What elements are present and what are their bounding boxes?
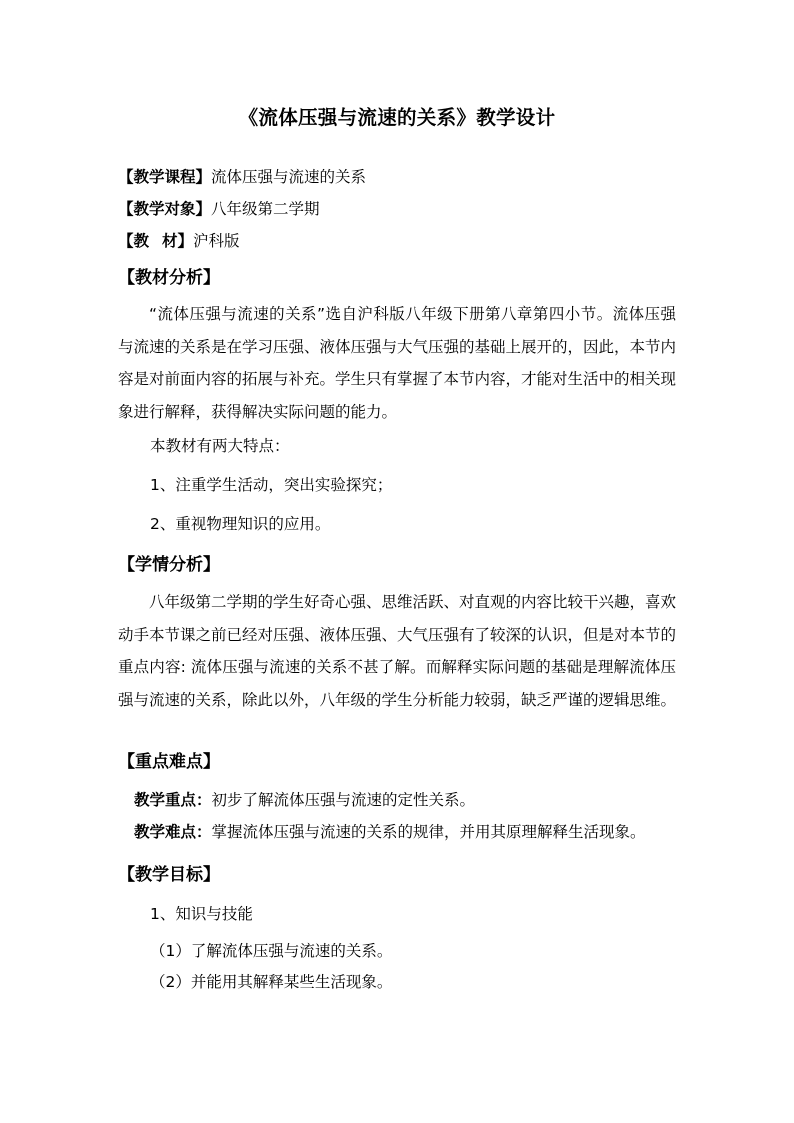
- meta-object-value: 八年级第二学期: [211, 200, 320, 218]
- teaching-focus: [134, 788, 475, 810]
- objective-sub-1: （1）了解流体压强与流速的关系。: [150, 942, 393, 960]
- meta-object: [118, 197, 320, 219]
- heading-key-points: 【重点难点】: [118, 752, 220, 772]
- meta-course-value: 流体压强与流速的关系: [211, 168, 367, 186]
- meta-object-key: 【教学对象】: [118, 200, 212, 218]
- meta-course-key: 【教学课程】: [118, 168, 212, 186]
- features-intro: 本教材有两大特点：: [150, 437, 290, 455]
- document-title: 《流体压强与流速的关系》教学设计: [238, 106, 556, 129]
- teaching-difficulty-label: 教学难点：: [134, 823, 212, 841]
- teaching-difficulty-text: 掌握流体压强与流速的关系的规律，并用其原理解释生活现象。: [211, 823, 646, 841]
- teaching-focus-label: 教学重点：: [134, 791, 212, 809]
- meta-course: [118, 165, 366, 187]
- meta-material-key-close: 材】: [162, 232, 194, 250]
- teaching-focus-text: 初步了解流体压强与流速的定性关系。: [211, 791, 476, 809]
- objective-sub-2: （2）并能用其解释某些生活现象。: [150, 973, 393, 991]
- heading-materials-analysis: 【教材分析】: [118, 268, 220, 288]
- feature-item-2: 2、重视物理知识的应用。: [150, 515, 331, 533]
- heading-student-analysis: 【学情分析】: [118, 555, 220, 575]
- meta-material-key-open: 【教: [118, 232, 150, 250]
- objective-item-1: 1、知识与技能: [150, 905, 253, 923]
- teaching-difficulty: [134, 820, 646, 842]
- meta-material-key: [118, 232, 193, 250]
- student-analysis-paragraph: 八年级第二学期的学生好奇心强、思维活跃、对直观的内容比较干兴趣，喜欢动手本节课之前已经对压强、液体压强、大气压强有了较深的认识，但是对本节的重点内容: 流体压强与流速的关系不甚了解。而解释实际问题的基础是理解流体压强与流速的关系，除此以外，八年级的学生分析能力较弱，缺乏严谨的逻辑思维。: [118, 593, 677, 709]
- meta-material: [118, 229, 240, 251]
- meta-material-value: 沪科版: [193, 232, 240, 250]
- materials-analysis-paragraph: “流体压强与流速的关系”选自沪科版八年级下册第八章第四小节。流体压强与流速的关系是在学习压强、液体压强与大气压强的基础上展开的，因此，本节内容是对前面内容的拓展与补充。学生只有掌握了本节内容，才能对生活中的相关现象进行解释，获得解决实际问题的能力。: [118, 305, 677, 421]
- feature-item-1: 1、注重学生活动，突出实验探究；: [150, 476, 393, 494]
- heading-objectives: 【教学目标】: [118, 865, 220, 885]
